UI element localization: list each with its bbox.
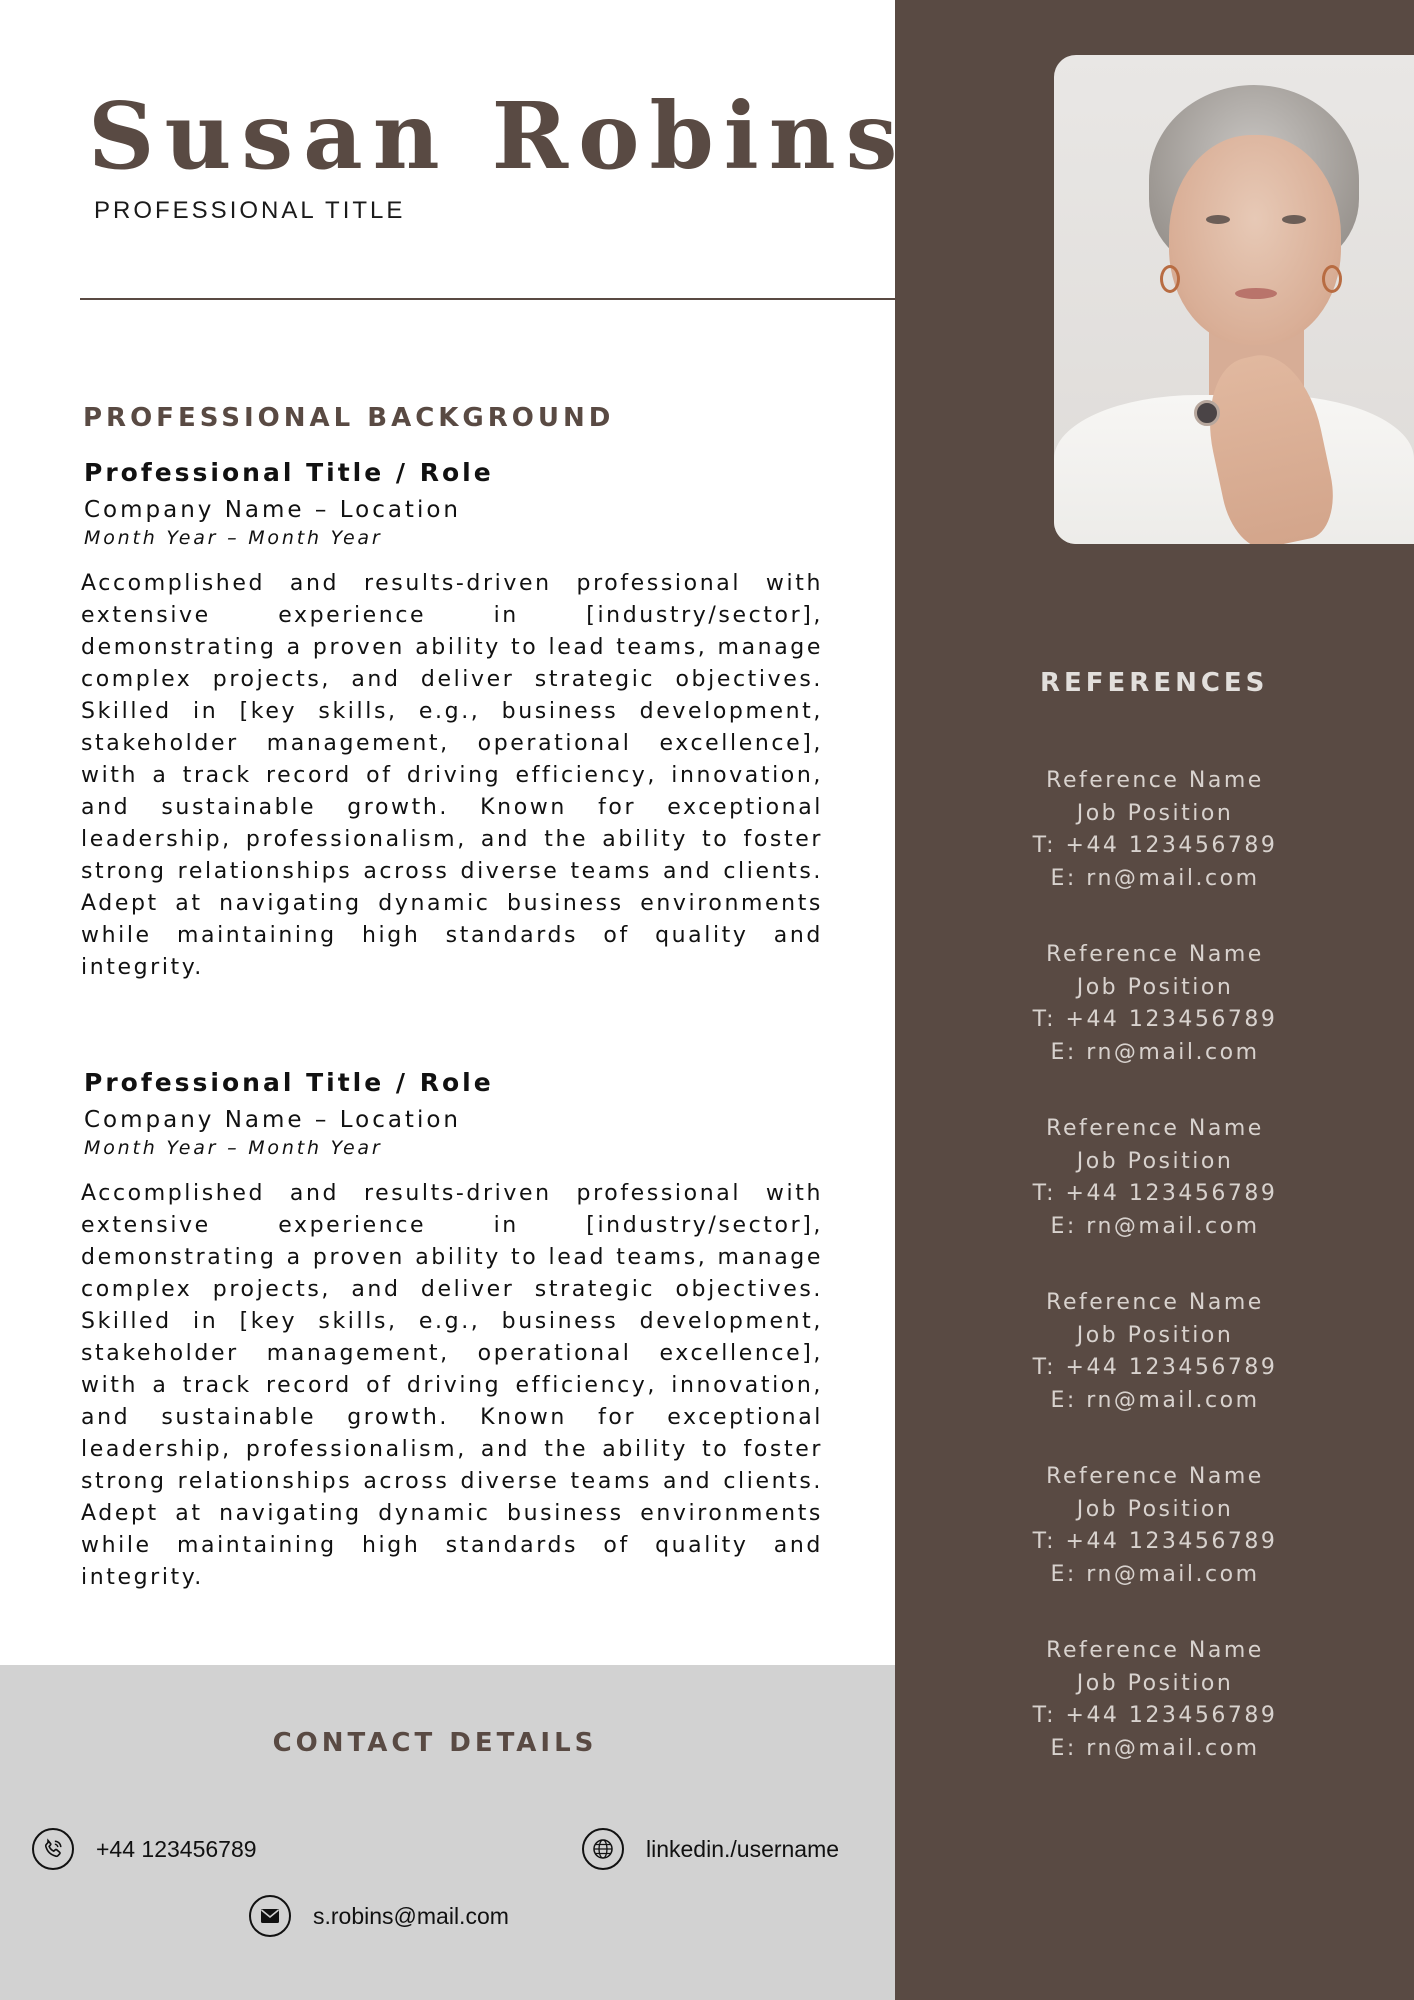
reference-email: E: rn@mail.com — [1050, 1561, 1260, 1587]
job-title: Professional Title / Role — [84, 1068, 494, 1097]
reference-item — [985, 939, 1325, 1069]
header-divider — [80, 298, 895, 300]
reference-email: E: rn@mail.com — [1050, 1213, 1260, 1239]
reference-item — [985, 1635, 1325, 1765]
reference-position: Job Position — [1076, 1322, 1234, 1348]
reference-email: E: rn@mail.com — [1050, 1735, 1260, 1761]
reference-position: Job Position — [1076, 800, 1234, 826]
contact-heading: CONTACT DETAILS — [272, 1728, 598, 1758]
photo-face — [1169, 135, 1341, 345]
photo-lips — [1235, 288, 1277, 299]
reference-name: Reference Name — [1046, 768, 1264, 793]
phone-icon — [32, 1828, 74, 1870]
globe-icon — [582, 1828, 624, 1870]
envelope-icon — [249, 1895, 291, 1937]
reference-email: E: rn@mail.com — [1050, 1039, 1260, 1065]
reference-phone: T: +44 123456789 — [1032, 1181, 1278, 1206]
job-description: Accomplished and results-driven professional with extensive experience in [industry/sector], demonstrating a proven ability to lead teams, manage complex projects, and deliver strategic objectives. Skilled in [key skills, e.g., business development, stakeholder management, operational excellence], with a track record of driving efficiency, innovation, and sustainable growth. Known for exceptional leadership, professionalism, and the ability to foster strong relationships across diverse teams and clients. Adept at navigating dynamic business environments while maintaining high standards of quality and integrity. — [81, 1181, 823, 1590]
contact-website-text: linkedin./username — [646, 1835, 840, 1862]
background-heading: PROFESSIONAL BACKGROUND — [83, 403, 615, 433]
job-dates: Month Year – Month Year — [84, 1137, 383, 1159]
photo-earring-right — [1322, 265, 1342, 293]
reference-position: Job Position — [1076, 1496, 1234, 1522]
job-dates: Month Year – Month Year — [84, 527, 383, 549]
contact-phone-text: +44 123456789 — [96, 1835, 257, 1862]
reference-item — [985, 1113, 1325, 1243]
contact-section — [0, 1665, 895, 2000]
job-entry — [81, 458, 823, 984]
professional-title: PROFESSIONAL TITLE — [94, 197, 406, 224]
job-company: Company Name – Location — [84, 1107, 461, 1133]
photo-earring-left — [1160, 265, 1180, 293]
reference-name: Reference Name — [1046, 1290, 1264, 1315]
reference-item — [985, 1287, 1325, 1417]
reference-position: Job Position — [1076, 1670, 1234, 1696]
reference-email: E: rn@mail.com — [1050, 865, 1260, 891]
job-entry — [81, 1068, 823, 1594]
job-description: Accomplished and results-driven professional with extensive experience in [industry/sector], demonstrating a proven ability to lead teams, manage complex projects, and deliver strategic objectives. Skilled in [key skills, e.g., business development, stakeholder management, operational excellence], with a track record of driving efficiency, innovation, and sustainable growth. Known for exceptional leadership, professionalism, and the ability to foster strong relationships across diverse teams and clients. Adept at navigating dynamic business environments while maintaining high standards of quality and integrity. — [81, 571, 823, 980]
reference-phone: T: +44 123456789 — [1032, 1007, 1278, 1032]
candidate-name: Susan Robins — [88, 82, 908, 190]
reference-item — [985, 765, 1325, 895]
references-heading: REFERENCES — [1040, 668, 1269, 698]
job-company: Company Name – Location — [84, 497, 461, 523]
contact-website[interactable] — [582, 1828, 839, 1870]
reference-name: Reference Name — [1046, 1638, 1264, 1663]
reference-email: E: rn@mail.com — [1050, 1387, 1260, 1413]
reference-name: Reference Name — [1046, 942, 1264, 967]
reference-phone: T: +44 123456789 — [1032, 1703, 1278, 1728]
photo-eye-right — [1282, 215, 1306, 224]
reference-name: Reference Name — [1046, 1464, 1264, 1489]
contact-email[interactable] — [249, 1895, 509, 1937]
reference-item — [985, 1461, 1325, 1591]
contact-phone[interactable] — [32, 1828, 257, 1870]
reference-name: Reference Name — [1046, 1116, 1264, 1141]
reference-position: Job Position — [1076, 974, 1234, 1000]
profile-photo — [1054, 55, 1414, 544]
job-title: Professional Title / Role — [84, 458, 494, 487]
contact-email-text: s.robins@mail.com — [313, 1902, 509, 1929]
photo-eye-left — [1206, 215, 1230, 224]
photo-ring — [1194, 400, 1220, 426]
reference-phone: T: +44 123456789 — [1032, 1355, 1278, 1380]
reference-phone: T: +44 123456789 — [1032, 1529, 1278, 1554]
reference-position: Job Position — [1076, 1148, 1234, 1174]
reference-phone: T: +44 123456789 — [1032, 833, 1278, 858]
